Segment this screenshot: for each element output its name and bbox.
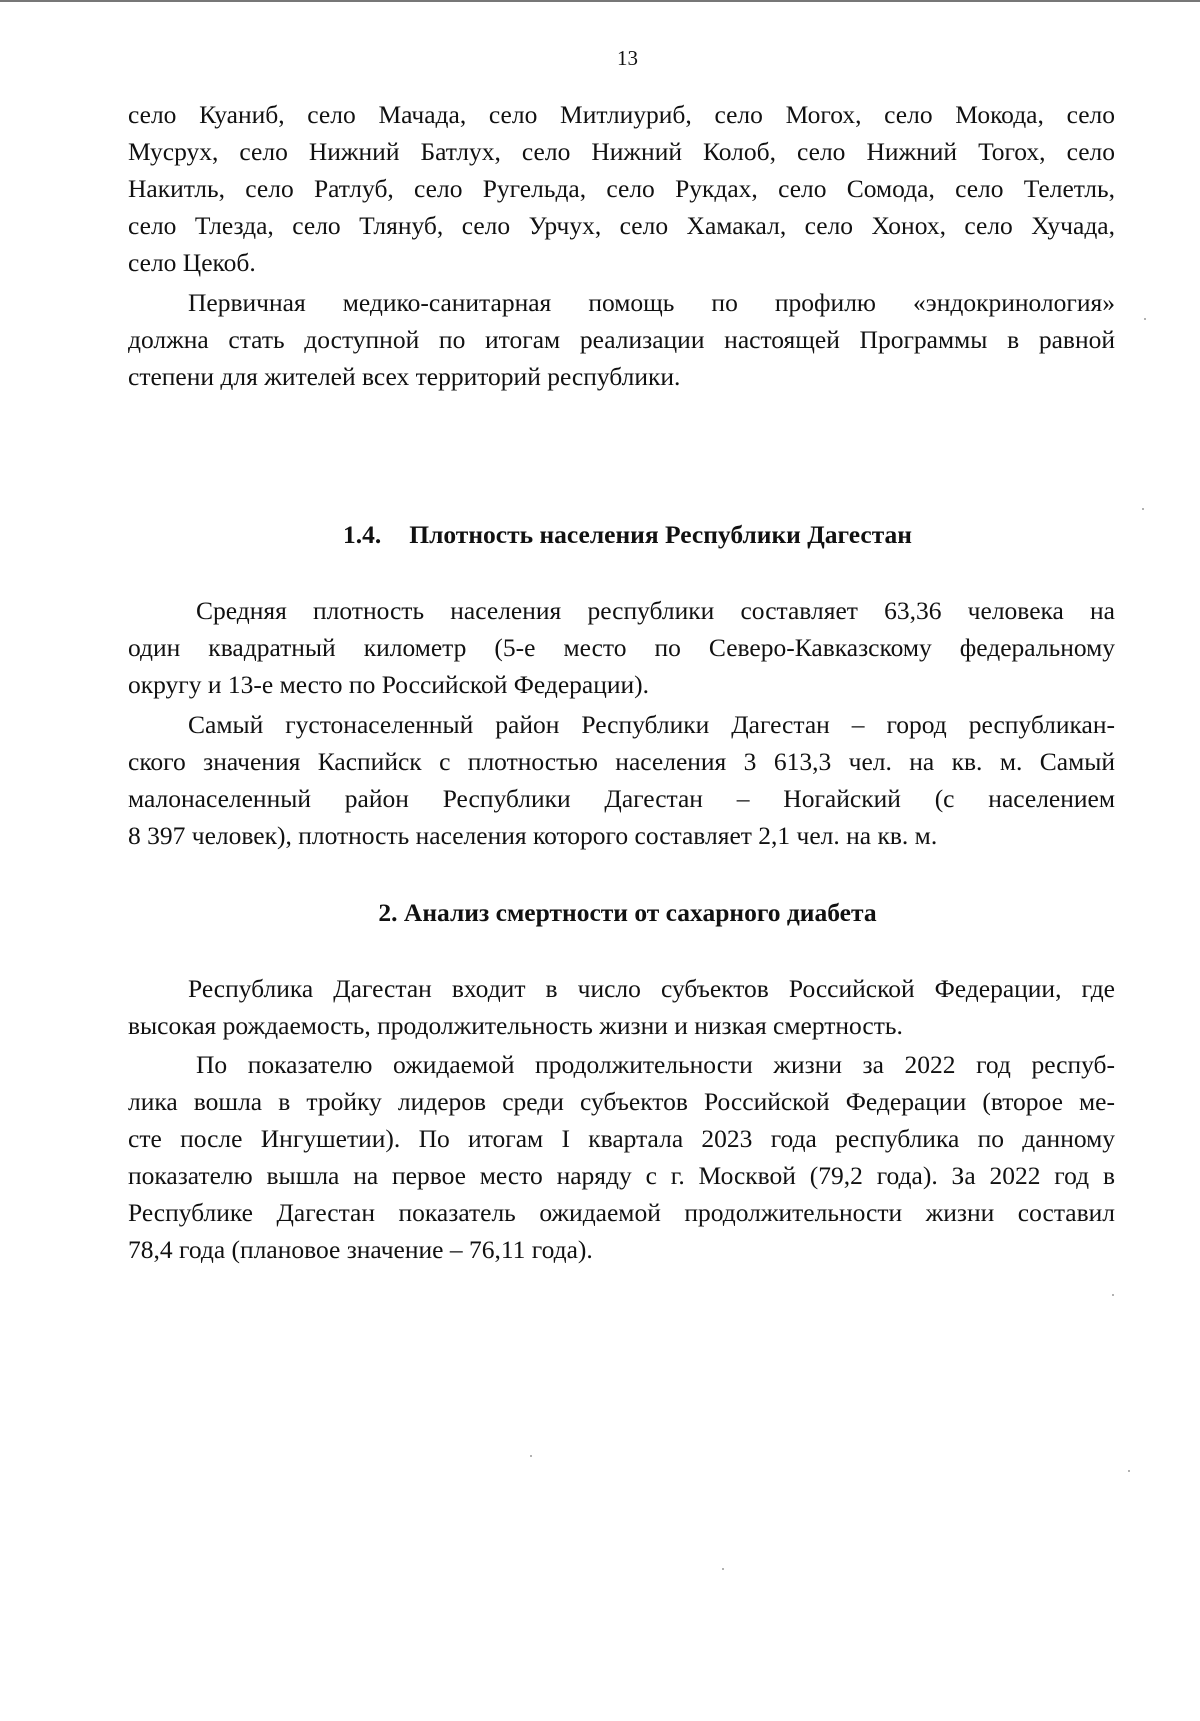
text-line: село Тлезда, село Тлянуб, село Урчух, село Хамакал, село Хонох, село Хучада, [128, 211, 1115, 240]
section-heading-1-4 [0, 516, 1200, 553]
text-line: Первичная медико-санитарная помощь по профилю «эндокринология» [188, 288, 1115, 317]
text-line: сте после Ингушетии). По итогам I квартала 2023 года республика по данному [128, 1124, 1115, 1153]
paragraph-demographics [128, 970, 1115, 1044]
text-line: ского значения Каспийск с плотностью населения 3 613,3 чел. на кв. м. Самый [128, 747, 1115, 776]
paragraph-endocrinology-access [128, 284, 1115, 395]
text-line: 8 397 человек), плотность населения которого составляет 2,1 чел. на кв. м. [128, 821, 938, 850]
text-line: Республике Дагестан показатель ожидаемой продолжительности жизни составил [128, 1198, 1115, 1227]
scan-speck [530, 1455, 532, 1457]
paragraph-life-expectancy [128, 1046, 1115, 1268]
text-line: один квадратный километр (5-е место по Северо-Кавказскому федеральному [128, 633, 1115, 662]
text-line: Самый густонаселенный район Республики Дагестан – город республикан- [188, 710, 1115, 739]
scan-speck [1112, 1294, 1114, 1296]
page-number: 13 [617, 46, 638, 70]
scan-speck [1144, 318, 1146, 320]
text-line: степени для жителей всех территорий республики. [128, 362, 681, 391]
paragraph-density-districts [128, 706, 1115, 854]
scan-speck [1128, 1470, 1130, 1472]
text-line: показателю вышла на первое место наряду с г. Москвой (79,2 года). За 2022 год в [128, 1161, 1115, 1190]
paragraph-population-density [128, 592, 1115, 703]
paragraph-villages [128, 96, 1115, 281]
text-line: По показателю ожидаемой продолжительности жизни за 2022 год респуб- [196, 1050, 1115, 1079]
section-title: 2. Анализ смертности от сахарного диабета [378, 898, 877, 927]
text-line: Республика Дагестан входит в число субъектов Российской Федерации, где [188, 974, 1115, 1003]
text-line: Средняя плотность населения республики составляет 63,36 человека на [196, 596, 1115, 625]
section-heading-2 [0, 894, 1200, 931]
text-line: Мусрух, село Нижний Батлух, село Нижний Колоб, село Нижний Тогох, село [128, 137, 1115, 166]
text-line: высокая рождаемость, продолжительность жизни и низкая смертность. [128, 1011, 903, 1040]
text-line: село Цекоб. [128, 248, 256, 277]
scan-top-edge [0, 0, 1200, 2]
text-line: 78,4 года (плановое значение – 76,11 года). [128, 1235, 593, 1264]
text-line: должна стать доступной по итогам реализации настоящей Программы в равной [128, 325, 1115, 354]
text-line: лика вошла в тройку лидеров среди субъектов Российской Федерации (второе ме- [128, 1087, 1115, 1116]
text-line: село Куаниб, село Мачада, село Митлиуриб, село Могох, село Мокода, село [128, 100, 1115, 129]
text-line: Накитль, село Ратлуб, село Ругельда, село Рукдах, село Сомода, село Телетль, [128, 174, 1115, 203]
section-number: 1.4. [343, 520, 382, 549]
scan-speck [722, 1568, 724, 1570]
section-title: Плотность населения Республики Дагестан [409, 520, 912, 549]
text-line: округу и 13-е место по Российской Федерации). [128, 670, 650, 699]
scan-speck [1142, 508, 1144, 510]
text-line: малонаселенный район Республики Дагестан – Ногайский (с населением [128, 784, 1115, 813]
